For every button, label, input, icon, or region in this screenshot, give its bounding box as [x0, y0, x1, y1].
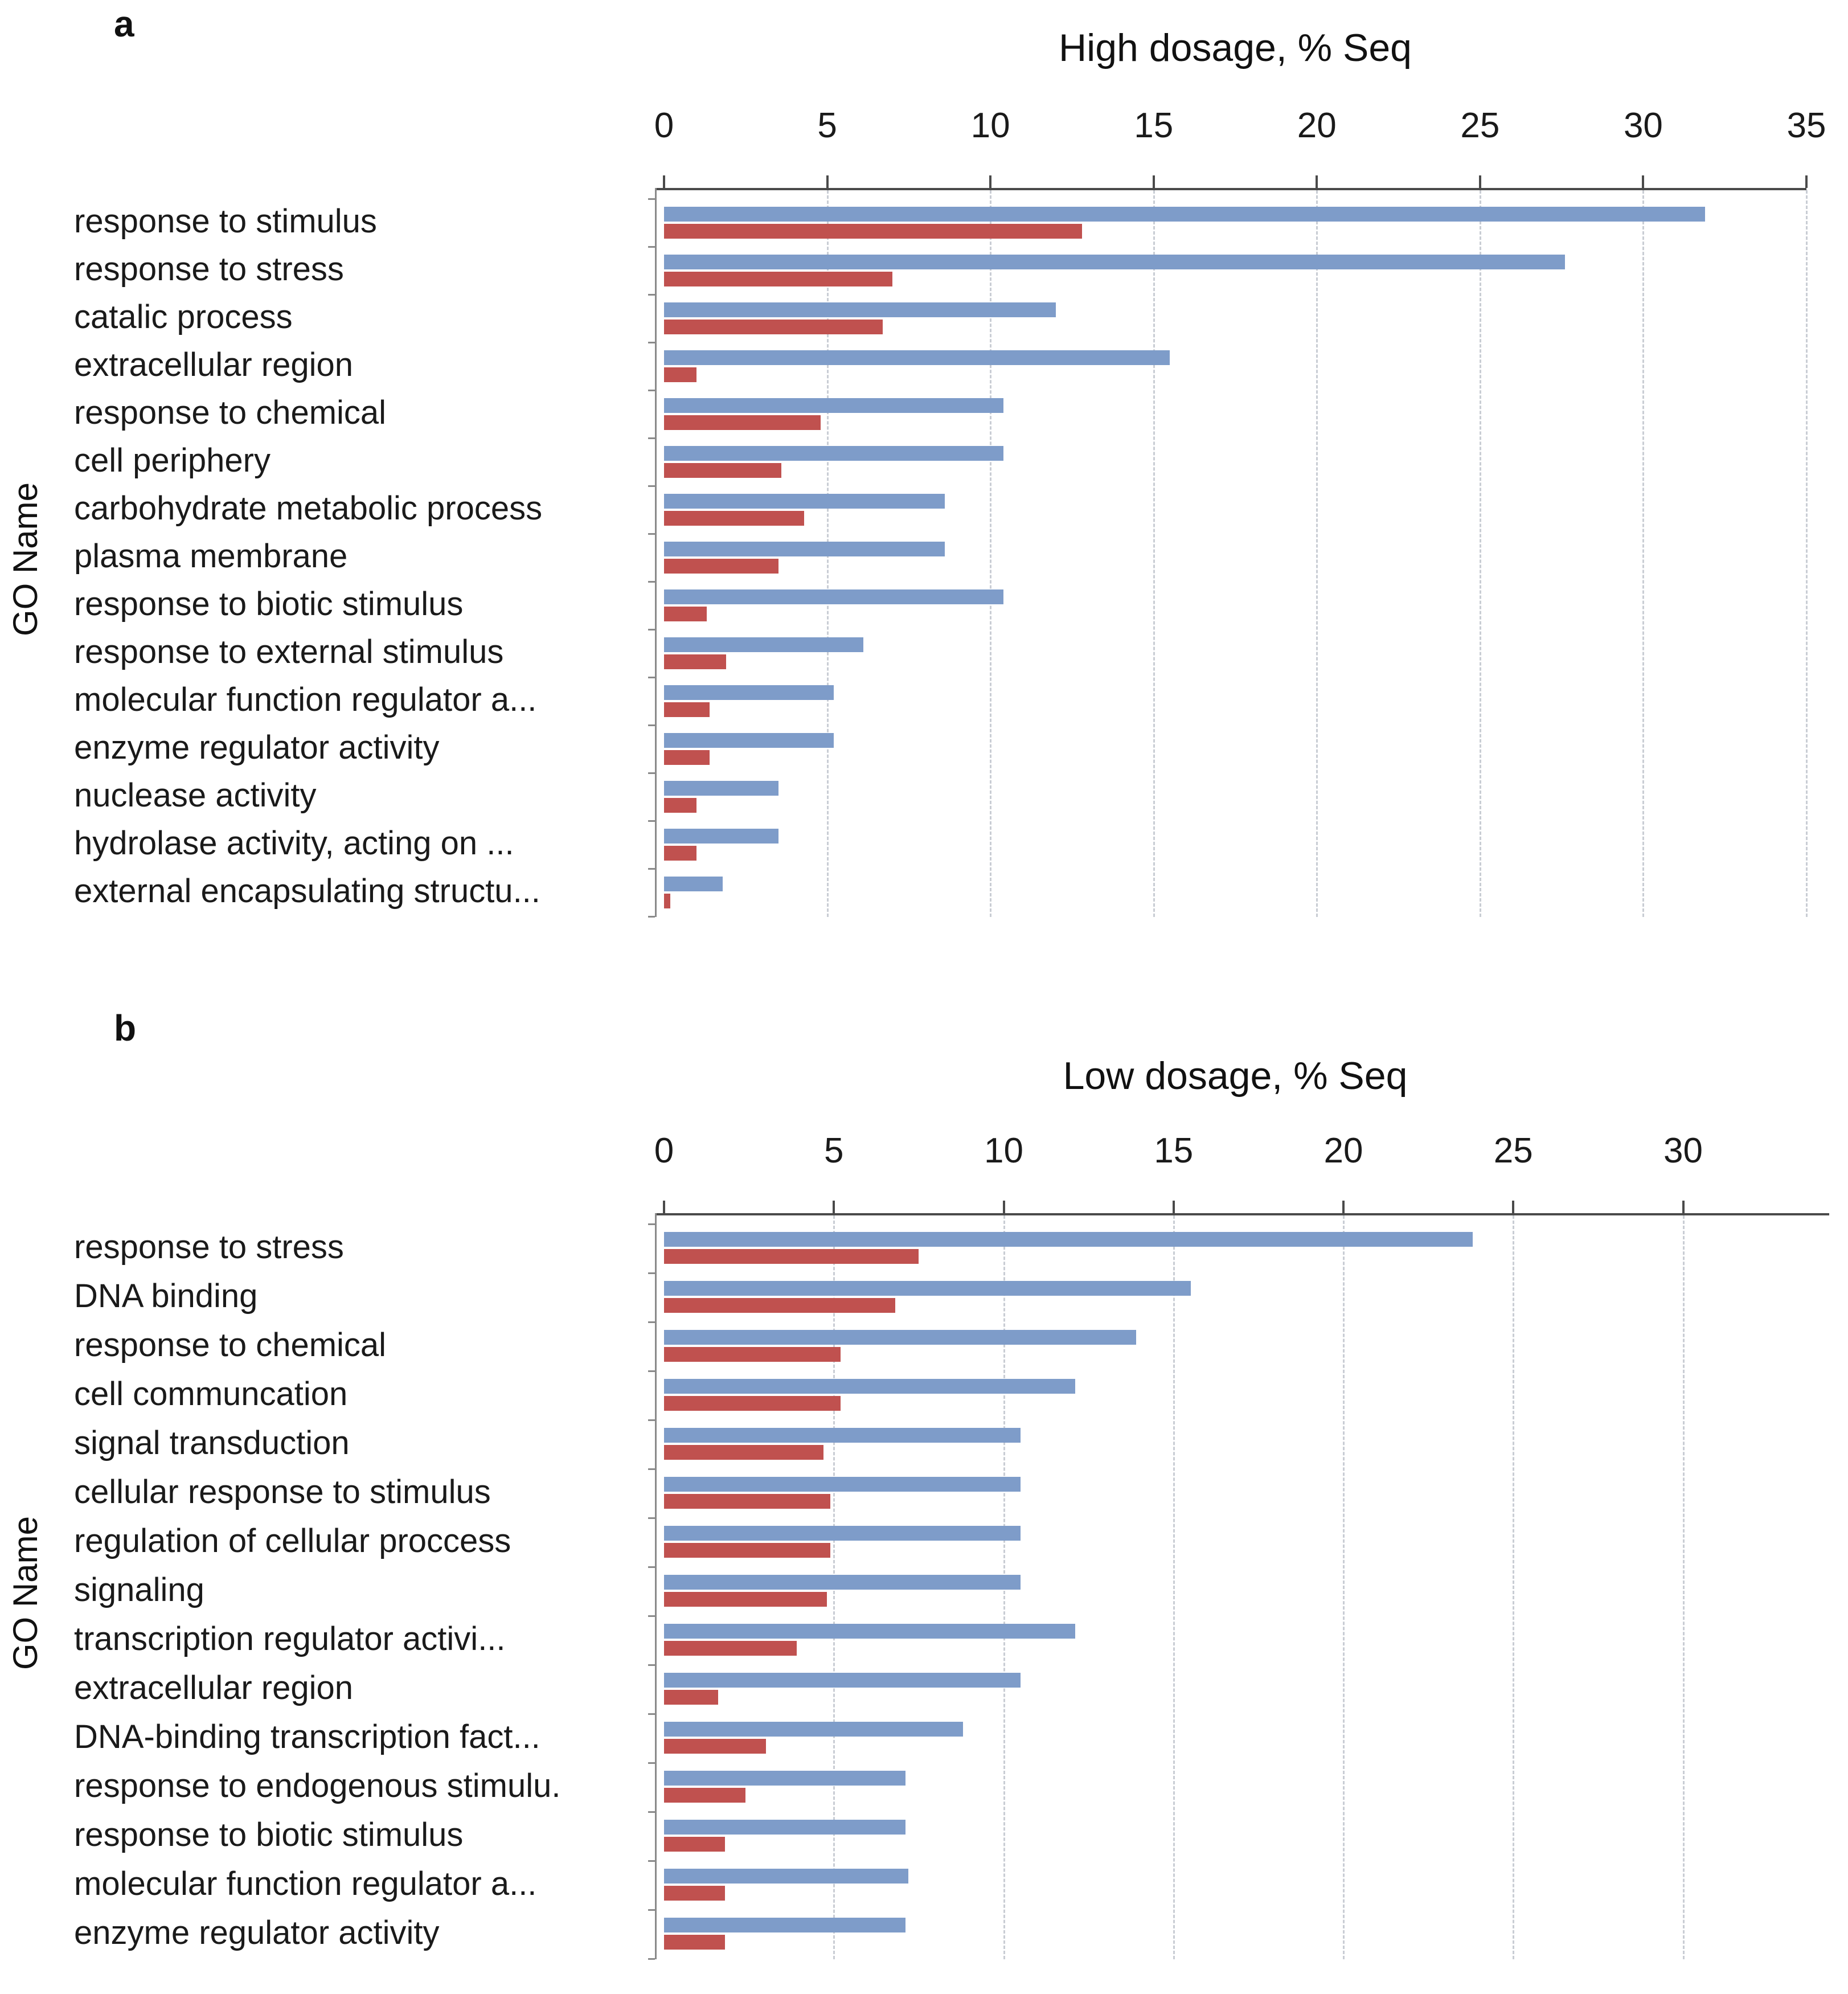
category-label: response to chemical: [74, 394, 387, 431]
bar-red: [664, 1837, 725, 1852]
category-label: catalic process: [74, 298, 293, 335]
category-label: extracellular region: [74, 1669, 354, 1706]
category-label: molecular function regulator a...: [74, 1865, 537, 1902]
category-label: cell periphery: [74, 441, 271, 479]
bar-red: [664, 320, 883, 334]
bar-blue: [664, 733, 834, 748]
y-tick-mark: [648, 1321, 655, 1323]
bar-blue: [664, 1428, 1021, 1443]
bar-red: [664, 1396, 841, 1411]
x-tick-mark: [1003, 1201, 1005, 1213]
y-tick-mark: [648, 390, 655, 391]
x-tick-label: 10: [984, 1131, 1023, 1170]
bar-red: [664, 1641, 797, 1656]
bar-red: [664, 1935, 725, 1950]
bar-red: [664, 654, 726, 669]
bar-blue: [664, 1330, 1136, 1345]
bar-blue: [664, 1281, 1191, 1296]
bar-red: [664, 415, 821, 430]
panel-a-letter: a: [114, 3, 134, 44]
panel-b-letter: b: [114, 1008, 137, 1049]
x-tick-label: 0: [654, 1131, 674, 1170]
y-tick-mark: [648, 198, 655, 200]
category-label: DNA binding: [74, 1277, 258, 1315]
bar-blue: [664, 398, 1003, 413]
x-tick-mark: [1512, 1201, 1514, 1213]
gridline: [1316, 190, 1318, 917]
category-label: signaling: [74, 1571, 204, 1608]
x-axis-line: [655, 1213, 1829, 1215]
category-label: response to external stimulus: [74, 633, 504, 670]
y-tick-mark: [648, 868, 655, 870]
y-tick-mark: [648, 1958, 655, 1960]
bar-blue: [664, 1379, 1075, 1394]
y-tick-mark: [648, 1223, 655, 1225]
y-tick-mark: [648, 820, 655, 822]
bar-blue: [664, 829, 778, 844]
x-tick-mark: [1479, 175, 1481, 188]
y-tick-mark: [648, 772, 655, 774]
category-label: extracellular region: [74, 346, 354, 383]
y-tick-mark: [648, 677, 655, 678]
x-tick-label: 20: [1323, 1131, 1363, 1170]
y-tick-mark: [648, 342, 655, 343]
y-tick-mark: [648, 485, 655, 487]
bar-blue: [664, 1771, 905, 1786]
bar-red: [664, 224, 1082, 239]
x-tick-label: 25: [1460, 106, 1500, 145]
x-tick-label: 30: [1623, 106, 1663, 145]
bar-red: [664, 1494, 830, 1509]
bar-blue: [664, 1673, 1021, 1688]
gridline: [1153, 190, 1155, 917]
category-label: response to chemical: [74, 1326, 387, 1364]
bar-blue: [664, 589, 1003, 604]
gridline: [1642, 190, 1644, 917]
bar-blue: [664, 255, 1565, 269]
x-tick-mark: [826, 175, 829, 188]
bar-red: [664, 1445, 823, 1460]
bar-blue: [664, 542, 945, 556]
category-label: response to biotic stimulus: [74, 585, 464, 623]
bar-red: [664, 1347, 841, 1362]
bar-blue: [664, 637, 863, 652]
bar-red: [664, 607, 707, 621]
y-tick-mark: [648, 1517, 655, 1519]
y-tick-mark: [648, 1713, 655, 1715]
y-tick-mark: [648, 1272, 655, 1274]
y-tick-mark: [648, 581, 655, 583]
bar-red: [664, 511, 804, 526]
bar-red: [664, 798, 696, 813]
gridline: [1173, 1215, 1175, 1959]
y-tick-mark: [648, 1370, 655, 1372]
category-label: response to endogenous stimulu.: [74, 1767, 561, 1804]
y-tick-mark: [648, 246, 655, 248]
y-tick-mark: [648, 1762, 655, 1764]
y-tick-mark: [648, 1419, 655, 1421]
gridline: [990, 190, 991, 917]
bar-blue: [664, 207, 1705, 222]
gridline: [1683, 1215, 1685, 1959]
x-tick-label: 5: [817, 106, 837, 145]
y-tick-mark: [648, 437, 655, 439]
bar-red: [664, 1690, 718, 1705]
y-tick-mark: [648, 1811, 655, 1813]
category-label: response to stress: [74, 250, 344, 288]
bar-red: [664, 750, 710, 765]
x-tick-mark: [1642, 175, 1644, 188]
category-label: carbohydrate metabolic process: [74, 489, 543, 527]
bar-red: [664, 846, 696, 861]
y-tick-mark: [648, 533, 655, 535]
y-tick-mark: [648, 1860, 655, 1862]
x-tick-label: 5: [824, 1131, 844, 1170]
bar-red: [664, 367, 696, 382]
gridline: [1480, 190, 1481, 917]
category-label: plasma membrane: [74, 537, 348, 575]
category-label: transcription regulator activi...: [74, 1620, 506, 1657]
x-tick-label: 30: [1663, 1131, 1703, 1170]
x-tick-mark: [1153, 175, 1155, 188]
category-label: cellular response to stimulus: [74, 1473, 491, 1510]
gridline: [1343, 1215, 1345, 1959]
category-label: cell communcation: [74, 1375, 348, 1412]
y-tick-mark: [648, 1566, 655, 1568]
y-axis-line: [655, 1213, 657, 1959]
category-label: enzyme regulator activity: [74, 728, 440, 766]
category-label: DNA-binding transcription fact...: [74, 1718, 540, 1755]
bar-blue: [664, 302, 1056, 317]
x-tick-label: 35: [1786, 106, 1826, 145]
category-label: nuclease activity: [74, 776, 317, 814]
chart-a-title: High dosage, % Seq: [1059, 26, 1412, 69]
y-axis-line: [655, 188, 657, 917]
category-label: response to stimulus: [74, 202, 377, 240]
x-tick-label: 15: [1134, 106, 1174, 145]
x-tick-label: 10: [970, 106, 1010, 145]
bar-blue: [664, 1918, 905, 1932]
x-axis-line: [655, 188, 1806, 190]
bar-blue: [664, 1820, 905, 1835]
bar-blue: [664, 446, 1003, 461]
bar-red: [664, 559, 778, 574]
category-label: molecular function regulator a...: [74, 681, 537, 718]
bar-blue: [664, 1869, 908, 1884]
y-tick-mark: [648, 1615, 655, 1617]
bar-blue: [664, 1526, 1021, 1541]
bar-red: [664, 1543, 830, 1558]
bar-blue: [664, 781, 778, 796]
y-tick-mark: [648, 294, 655, 296]
y-axis-title-b: GO Name: [6, 1516, 44, 1670]
category-label: response to stress: [74, 1228, 344, 1266]
x-tick-mark: [1805, 175, 1808, 188]
bar-blue: [664, 1477, 1021, 1492]
category-label: regulation of cellular proccess: [74, 1522, 511, 1559]
y-axis-title-a: GO Name: [6, 482, 44, 637]
y-tick-mark: [648, 724, 655, 726]
chart-b-title: Low dosage, % Seq: [1063, 1054, 1408, 1098]
bar-red: [664, 894, 670, 908]
bar-red: [664, 463, 781, 478]
bar-red: [664, 1739, 766, 1754]
category-label: external encapsulating structu...: [74, 872, 540, 910]
x-tick-mark: [1316, 175, 1318, 188]
x-tick-label: 0: [654, 106, 674, 145]
y-tick-mark: [648, 1468, 655, 1470]
bar-blue: [664, 1232, 1473, 1247]
x-tick-label: 25: [1493, 1131, 1533, 1170]
x-tick-mark: [663, 175, 665, 188]
bar-blue: [664, 685, 834, 700]
bar-red: [664, 1249, 919, 1264]
x-tick-mark: [663, 1201, 665, 1213]
x-tick-label: 15: [1154, 1131, 1194, 1170]
bar-blue: [664, 1722, 963, 1737]
bar-blue: [664, 1624, 1075, 1639]
x-tick-mark: [1342, 1201, 1345, 1213]
y-tick-mark: [648, 1909, 655, 1911]
bar-blue: [664, 877, 723, 891]
bar-blue: [664, 494, 945, 509]
y-tick-mark: [648, 916, 655, 918]
category-label: signal transduction: [74, 1424, 350, 1461]
gridline: [1513, 1215, 1514, 1959]
x-tick-mark: [989, 175, 991, 188]
bar-red: [664, 272, 892, 286]
bar-red: [664, 1298, 895, 1313]
category-label: hydrolase activity, acting on ...: [74, 824, 514, 862]
category-label: response to biotic stimulus: [74, 1816, 464, 1853]
category-label: enzyme regulator activity: [74, 1914, 440, 1951]
bar-blue: [664, 1575, 1021, 1590]
bar-red: [664, 1886, 725, 1901]
bar-red: [664, 702, 710, 717]
gridline: [1806, 190, 1808, 917]
x-tick-mark: [1682, 1201, 1685, 1213]
bar-blue: [664, 350, 1170, 365]
x-tick-mark: [833, 1201, 835, 1213]
y-tick-mark: [648, 629, 655, 630]
bar-red: [664, 1592, 827, 1607]
x-tick-label: 20: [1297, 106, 1337, 145]
bar-red: [664, 1788, 745, 1803]
y-tick-mark: [648, 1664, 655, 1666]
x-tick-mark: [1173, 1201, 1175, 1213]
